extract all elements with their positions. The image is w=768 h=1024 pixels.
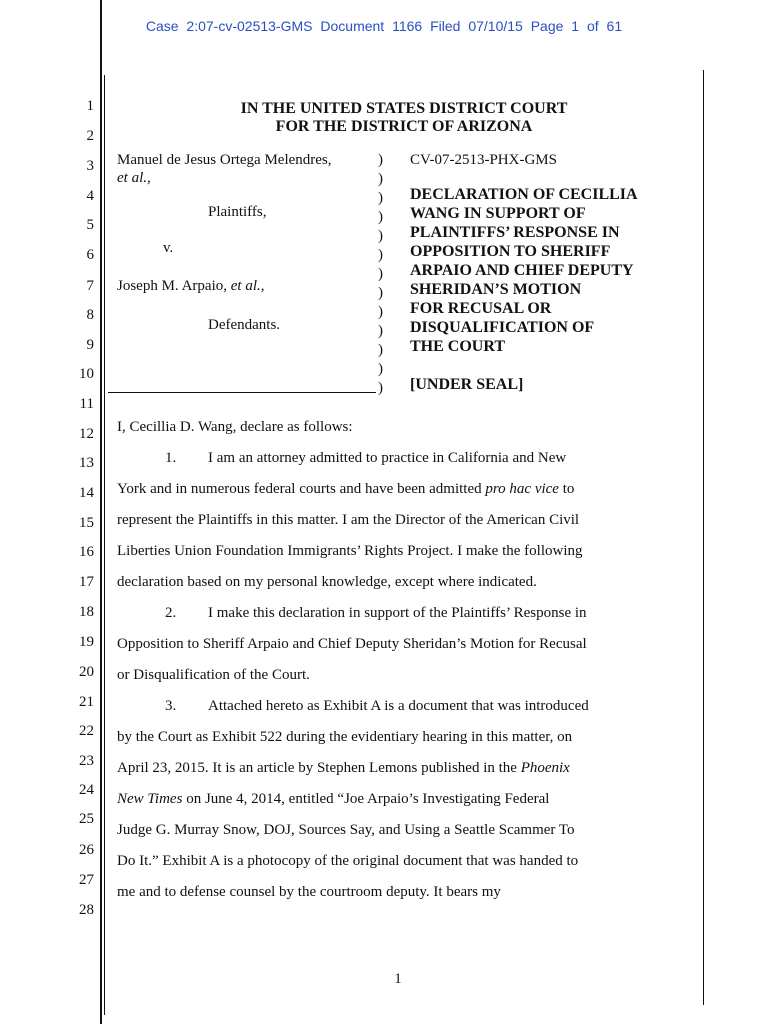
paren: ) xyxy=(378,152,383,168)
body-line: I am an attorney admitted to practice in California and New xyxy=(208,450,567,466)
caption-underline xyxy=(108,392,376,393)
left-margin-rule-inner xyxy=(104,75,105,1015)
filed-date: Filed 07/10/15 xyxy=(430,18,523,34)
case-number: CV-07-2513-PHX-GMS xyxy=(410,152,557,168)
text-run-italic: Phoenix xyxy=(520,760,570,776)
caption-parentheses xyxy=(378,151,392,398)
body-line: by the Court as Exhibit 522 during the evidentiary hearing in this matter, on xyxy=(117,729,573,745)
paren: ) xyxy=(378,266,383,282)
paragraph-number: 2. xyxy=(165,605,177,621)
line-number: 21 xyxy=(79,694,94,710)
line-number: 7 xyxy=(86,278,94,294)
paren: ) xyxy=(378,323,383,339)
text-run: on June 4, 2014, entitled “Joe Arpaio’s Investigating Federal xyxy=(182,791,550,807)
paren: ) xyxy=(378,171,383,187)
line-number: 26 xyxy=(79,842,94,858)
line-number: 2 xyxy=(86,128,94,144)
case-number-header: Case 2:07-cv-02513-GMS xyxy=(145,18,313,34)
line-number: 13 xyxy=(79,455,94,471)
under-seal: [UNDER SEAL] xyxy=(410,376,524,393)
page-count: Page 1 of 61 xyxy=(530,18,623,34)
body-line: me and to defense counsel by the courtroom deputy. It bears my xyxy=(117,884,501,900)
line-number: 3 xyxy=(86,158,94,174)
line-number: 28 xyxy=(79,902,94,918)
defendant-name: Joseph M. Arpaio, xyxy=(117,278,227,294)
line-number: 14 xyxy=(79,485,94,501)
ecf-header xyxy=(0,18,768,34)
line-number: 8 xyxy=(86,307,94,323)
paren: ) xyxy=(378,361,383,377)
plaintiff-name: Manuel de Jesus Ortega Melendres, xyxy=(117,152,332,168)
line-number: 20 xyxy=(79,664,94,680)
line-number: 18 xyxy=(79,604,94,620)
line-number: 16 xyxy=(79,544,94,560)
court-heading xyxy=(104,100,704,136)
body-line: Do It.” Exhibit A is a photocopy of the original document that was handed to xyxy=(117,853,579,869)
right-margin-rule xyxy=(703,70,704,1005)
line-number: 27 xyxy=(79,872,94,888)
line-number: 6 xyxy=(86,247,94,263)
body-line: represent the Plaintiffs in this matter. I am the Director of the American Civil xyxy=(117,512,580,528)
paren: ) xyxy=(378,380,383,396)
court-name: IN THE UNITED STATES DISTRICT COURT xyxy=(240,100,568,117)
text-run: York and in numerous federal courts and have been admitted xyxy=(117,481,486,497)
text-run-italic: New Times xyxy=(117,791,183,807)
line-number: 4 xyxy=(86,188,94,204)
paren: ) xyxy=(378,285,383,301)
text-run: to xyxy=(558,481,575,497)
body-line xyxy=(117,760,570,777)
line-number: 15 xyxy=(79,515,94,531)
text-run: April 23, 2015. It is an article by Stephen Lemons published in the xyxy=(117,760,521,776)
paren: ) xyxy=(378,342,383,358)
plaintiff-et-al: et al., xyxy=(117,170,151,186)
body-line: Attached hereto as Exhibit A is a document that was introduced xyxy=(208,698,589,714)
paren: ) xyxy=(378,247,383,263)
paren: ) xyxy=(378,190,383,206)
line-number: 19 xyxy=(79,634,94,650)
body-line xyxy=(117,791,549,808)
line-number: 23 xyxy=(79,753,94,769)
versus: v. xyxy=(163,240,174,256)
line-number: 11 xyxy=(79,396,94,412)
document-number: Document 1166 xyxy=(320,18,423,34)
left-margin-rule xyxy=(100,0,102,1024)
court-district: FOR THE DISTRICT OF ARIZONA xyxy=(275,118,533,135)
body-line: Opposition to Sheriff Arpaio and Chief Deputy Sheridan’s Motion for Recusal xyxy=(117,636,587,652)
defendant-et-al: et al., xyxy=(230,278,265,294)
paragraph-number: 1. xyxy=(165,450,177,466)
line-number: 25 xyxy=(79,811,94,827)
line-number: 5 xyxy=(86,217,94,233)
body-line: Liberties Union Foundation Immigrants’ Rights Project. I make the following xyxy=(117,543,583,559)
body-line: I make this declaration in support of the Plaintiffs’ Response in xyxy=(208,605,587,621)
plaintiffs-label: Plaintiffs, xyxy=(208,204,267,220)
document-title: DECLARATION OF CECILLIA WANG IN SUPPORT OF PLAINTIFFS’ RESPONSE IN OPPOSITION TO SHERIFF ARPAIO AND CHIEF DEPUTY SHERIDAN’S MOTION FOR RECUSAL OR DISQUALIFICATION OF THE COURT xyxy=(410,186,638,355)
line-number: 12 xyxy=(79,426,94,442)
intro-line: I, Cecillia D. Wang, declare as follows: xyxy=(117,419,353,435)
paren: ) xyxy=(378,228,383,244)
body-line: or Disqualification of the Court. xyxy=(117,667,310,683)
paragraph-number: 3. xyxy=(165,698,177,714)
body-line: Judge G. Murray Snow, DOJ, Sources Say, and Using a Seattle Scammer To xyxy=(117,822,575,838)
defendant-line xyxy=(117,277,265,296)
line-number: 10 xyxy=(79,366,94,382)
defendants-label: Defendants. xyxy=(208,317,281,333)
page-number: 1 xyxy=(394,971,402,987)
line-number: 22 xyxy=(79,723,94,739)
paren: ) xyxy=(378,304,383,320)
line-number: 1 xyxy=(86,98,94,114)
line-number: 17 xyxy=(79,574,94,590)
line-number: 9 xyxy=(86,337,94,353)
body-line xyxy=(117,481,574,498)
line-number: 24 xyxy=(79,782,94,798)
text-run-italic: pro hac vice xyxy=(485,481,559,497)
body-line: declaration based on my personal knowledge, except where indicated. xyxy=(117,574,537,590)
paren: ) xyxy=(378,209,383,225)
